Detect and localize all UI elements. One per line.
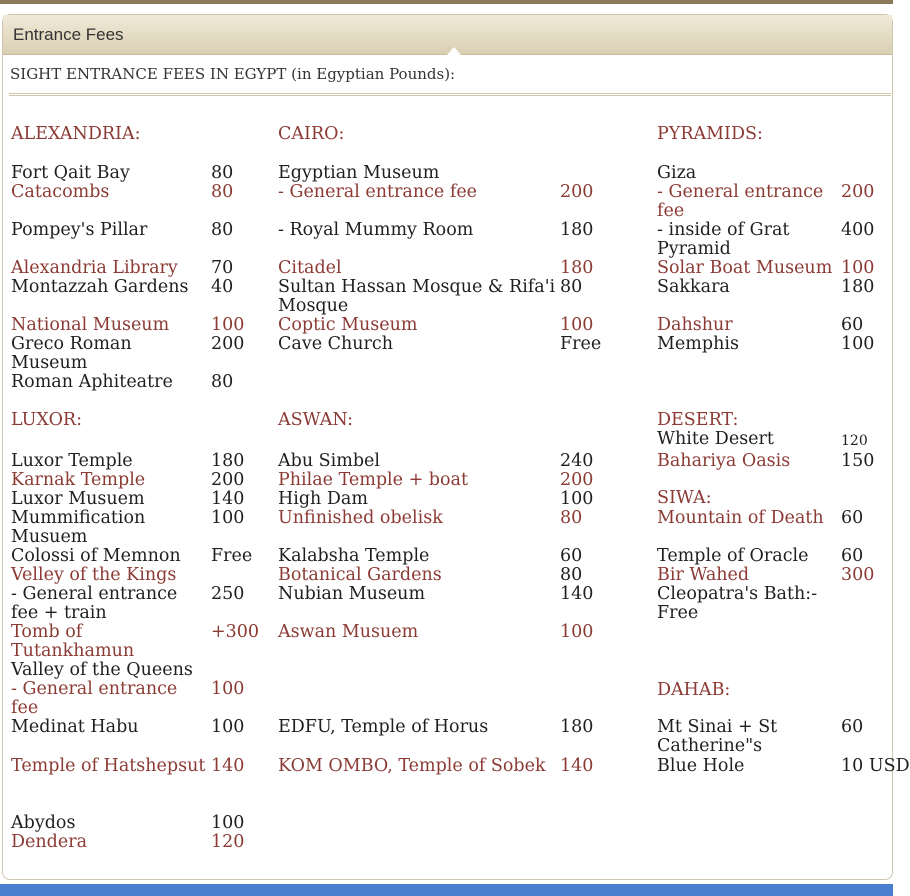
alexandria-item-price: 200 bbox=[211, 334, 245, 354]
aswan-item-price: 200 bbox=[560, 470, 594, 490]
alexandria-item-name: Catacombs bbox=[11, 182, 110, 202]
pyramids-item-name: - inside of Grat bbox=[657, 220, 790, 240]
pyramids-item-name: - General entrance bbox=[657, 182, 824, 202]
pyramids-item-name-cont: fee bbox=[657, 201, 685, 221]
header-notch bbox=[447, 47, 461, 55]
luxor-item-price: 140 bbox=[211, 489, 245, 509]
alexandria-item-name-cont: Museum bbox=[11, 353, 88, 373]
siwa-item-price: 60 bbox=[841, 508, 864, 528]
aswan-item-name: Aswan Musuem bbox=[278, 622, 419, 642]
divider bbox=[9, 93, 891, 96]
aswan-item-name: Unfinished obelisk bbox=[278, 508, 443, 528]
luxor-item-name: Valley of the Queens bbox=[11, 660, 193, 680]
alexandria-item-name: Roman Aphiteatre bbox=[11, 372, 173, 392]
dahab-item-price: 60 bbox=[841, 717, 864, 737]
cairo-item-name: Egyptian Museum bbox=[278, 163, 440, 183]
luxor-item-name: Luxor Musuem bbox=[11, 489, 145, 509]
alexandria-item-name: Greco Roman bbox=[11, 334, 132, 354]
cairo-item-price: 180 bbox=[560, 258, 594, 278]
heading-alexandria: ALEXANDRIA: bbox=[11, 124, 141, 144]
aswan-item-name: EDFU, Temple of Horus bbox=[278, 717, 489, 737]
aswan-item-price: 180 bbox=[560, 717, 594, 737]
luxor-item-name-cont: Musuem bbox=[11, 527, 88, 547]
aswan-item-price: 240 bbox=[560, 451, 594, 471]
aswan-item-name: KOM OMBO, Temple of Sobek bbox=[278, 756, 546, 776]
cairo-item-name: - Royal Mummy Room bbox=[278, 220, 474, 240]
dahab-item-name: Mt Sinai + St bbox=[657, 717, 778, 737]
aswan-item-name: Abu Simbel bbox=[278, 451, 381, 471]
dahab-item-price: 10 USD bbox=[841, 756, 910, 776]
luxor-item-name: Colossi of Memnon bbox=[11, 546, 181, 566]
luxor-item-price: +300 bbox=[211, 622, 260, 642]
alexandria-item-name: National Museum bbox=[11, 315, 170, 335]
dahab-item-name: Blue Hole bbox=[657, 756, 745, 776]
luxor-item-price: 100 bbox=[211, 679, 245, 699]
alexandria-item-price: 100 bbox=[211, 315, 245, 335]
cairo-item-name: Coptic Museum bbox=[278, 315, 418, 335]
siwa-item-name-cont: Free bbox=[657, 603, 699, 623]
heading-cairo: CAIRO: bbox=[278, 124, 345, 144]
luxor-item-name-cont: fee + train bbox=[11, 603, 107, 623]
heading-pyramids: PYRAMIDS: bbox=[657, 124, 763, 144]
alexandria-item-price: 80 bbox=[211, 220, 234, 240]
luxor-item-price: 120 bbox=[211, 832, 245, 852]
luxor-item-price: 250 bbox=[211, 584, 245, 604]
desert-item-price: 120 bbox=[841, 433, 868, 449]
aswan-item-price: 100 bbox=[560, 622, 594, 642]
aswan-item-price: 100 bbox=[560, 489, 594, 509]
luxor-item-name: Abydos bbox=[11, 813, 76, 833]
top-strip bbox=[0, 0, 893, 4]
siwa-item-price: 60 bbox=[841, 546, 864, 566]
pyramids-item-price: 100 bbox=[841, 258, 875, 278]
alexandria-item-price: 70 bbox=[211, 258, 234, 278]
cairo-item-name-cont: Mosque bbox=[278, 296, 349, 316]
panel-title: Entrance Fees bbox=[13, 25, 124, 44]
luxor-item-name: - General entrance bbox=[11, 679, 178, 699]
alexandria-item-name: Fort Qait Bay bbox=[11, 163, 130, 183]
pyramids-item-name: Giza bbox=[657, 163, 697, 183]
pyramids-item-name: Memphis bbox=[657, 334, 739, 354]
cairo-item-name: Citadel bbox=[278, 258, 342, 278]
heading-aswan: ASWAN: bbox=[278, 410, 353, 430]
aswan-item-name: High Dam bbox=[278, 489, 368, 509]
luxor-item-name: - General entrance bbox=[11, 584, 178, 604]
luxor-item-name: Karnak Temple bbox=[11, 470, 146, 490]
luxor-item-name: Dendera bbox=[11, 832, 88, 852]
cairo-item-name: - General entrance fee bbox=[278, 182, 478, 202]
subtitle: SIGHT ENTRANCE FEES IN EGYPT (in Egyptian Pounds): bbox=[10, 65, 456, 83]
luxor-item-name-cont: Tutankhamun bbox=[11, 641, 135, 661]
pyramids-item-price: 60 bbox=[841, 315, 864, 335]
aswan-item-name: Botanical Gardens bbox=[278, 565, 442, 585]
aswan-item-name: Philae Temple + boat bbox=[278, 470, 469, 490]
pyramids-item-name: Sakkara bbox=[657, 277, 730, 297]
alexandria-item-name: Pompey's Pillar bbox=[11, 220, 148, 240]
luxor-item-price: Free bbox=[211, 546, 253, 566]
luxor-item-name: Velley of the Kings bbox=[11, 565, 177, 585]
luxor-item-name: Mummification bbox=[11, 508, 146, 528]
alexandria-item-price: 80 bbox=[211, 163, 234, 183]
heading-desert: DESERT: bbox=[657, 410, 739, 430]
heading-siwa: SIWA: bbox=[657, 488, 712, 508]
pyramids-item-price: 100 bbox=[841, 334, 875, 354]
siwa-item-price: 300 bbox=[841, 565, 875, 585]
aswan-item-price: 140 bbox=[560, 756, 594, 776]
cairo-item-price: 180 bbox=[560, 220, 594, 240]
dahab-item-name-cont: Catherine"s bbox=[657, 736, 763, 756]
luxor-item-name: Tomb of bbox=[11, 622, 83, 642]
pyramids-item-price: 180 bbox=[841, 277, 875, 297]
siwa-item-name: Bir Wahed bbox=[657, 565, 750, 585]
alexandria-item-name: Alexandria Library bbox=[11, 258, 178, 278]
luxor-item-price: 100 bbox=[211, 717, 245, 737]
alexandria-item-price: 40 bbox=[211, 277, 234, 297]
luxor-item-price: 140 bbox=[211, 756, 245, 776]
aswan-item-name: Nubian Museum bbox=[278, 584, 426, 604]
luxor-item-name-cont: fee bbox=[11, 698, 39, 718]
pyramids-item-price: 200 bbox=[841, 182, 875, 202]
desert-item-price: 150 bbox=[841, 451, 875, 471]
alexandria-item-price: 80 bbox=[211, 182, 234, 202]
aswan-item-price: 140 bbox=[560, 584, 594, 604]
panel-header bbox=[3, 15, 892, 55]
pyramids-item-name-cont: Pyramid bbox=[657, 239, 731, 259]
aswan-item-name: Kalabsha Temple bbox=[278, 546, 430, 566]
heading-dahab: DAHAB: bbox=[657, 680, 731, 700]
siwa-item-name: Mountain of Death bbox=[657, 508, 824, 528]
cairo-item-price: Free bbox=[560, 334, 602, 354]
cairo-item-price: 80 bbox=[560, 277, 583, 297]
cairo-item-name: Sultan Hassan Mosque & Rifa'i bbox=[278, 277, 556, 297]
siwa-item-name: Cleopatra's Bath:- bbox=[657, 584, 818, 604]
cairo-item-price: 100 bbox=[560, 315, 594, 335]
heading-luxor: LUXOR: bbox=[11, 410, 82, 430]
aswan-item-price: 60 bbox=[560, 546, 583, 566]
aswan-item-price: 80 bbox=[560, 565, 583, 585]
luxor-item-price: 200 bbox=[211, 470, 245, 490]
luxor-item-price: 100 bbox=[211, 813, 245, 833]
alexandria-item-name: Montazzah Gardens bbox=[11, 277, 189, 297]
luxor-item-price: 100 bbox=[211, 508, 245, 528]
luxor-item-price: 180 bbox=[211, 451, 245, 471]
entrance-fees-panel bbox=[2, 14, 910, 880]
pyramids-item-name: Dahshur bbox=[657, 315, 733, 335]
luxor-item-name: Medinat Habu bbox=[11, 717, 139, 737]
aswan-item-price: 80 bbox=[560, 508, 583, 528]
alexandria-item-price: 80 bbox=[211, 372, 234, 392]
cairo-item-price: 200 bbox=[560, 182, 594, 202]
pyramids-item-name: Solar Boat Museum bbox=[657, 258, 833, 278]
luxor-item-name: Luxor Temple bbox=[11, 451, 133, 471]
siwa-item-name: Temple of Oracle bbox=[657, 546, 809, 566]
desert-item-name: White Desert bbox=[657, 429, 774, 449]
pyramids-item-price: 400 bbox=[841, 220, 875, 240]
cairo-item-name: Cave Church bbox=[278, 334, 393, 354]
bottom-bar bbox=[0, 884, 893, 896]
desert-item-name: Bahariya Oasis bbox=[657, 451, 791, 471]
luxor-item-name: Temple of Hatshepsut bbox=[11, 756, 206, 776]
